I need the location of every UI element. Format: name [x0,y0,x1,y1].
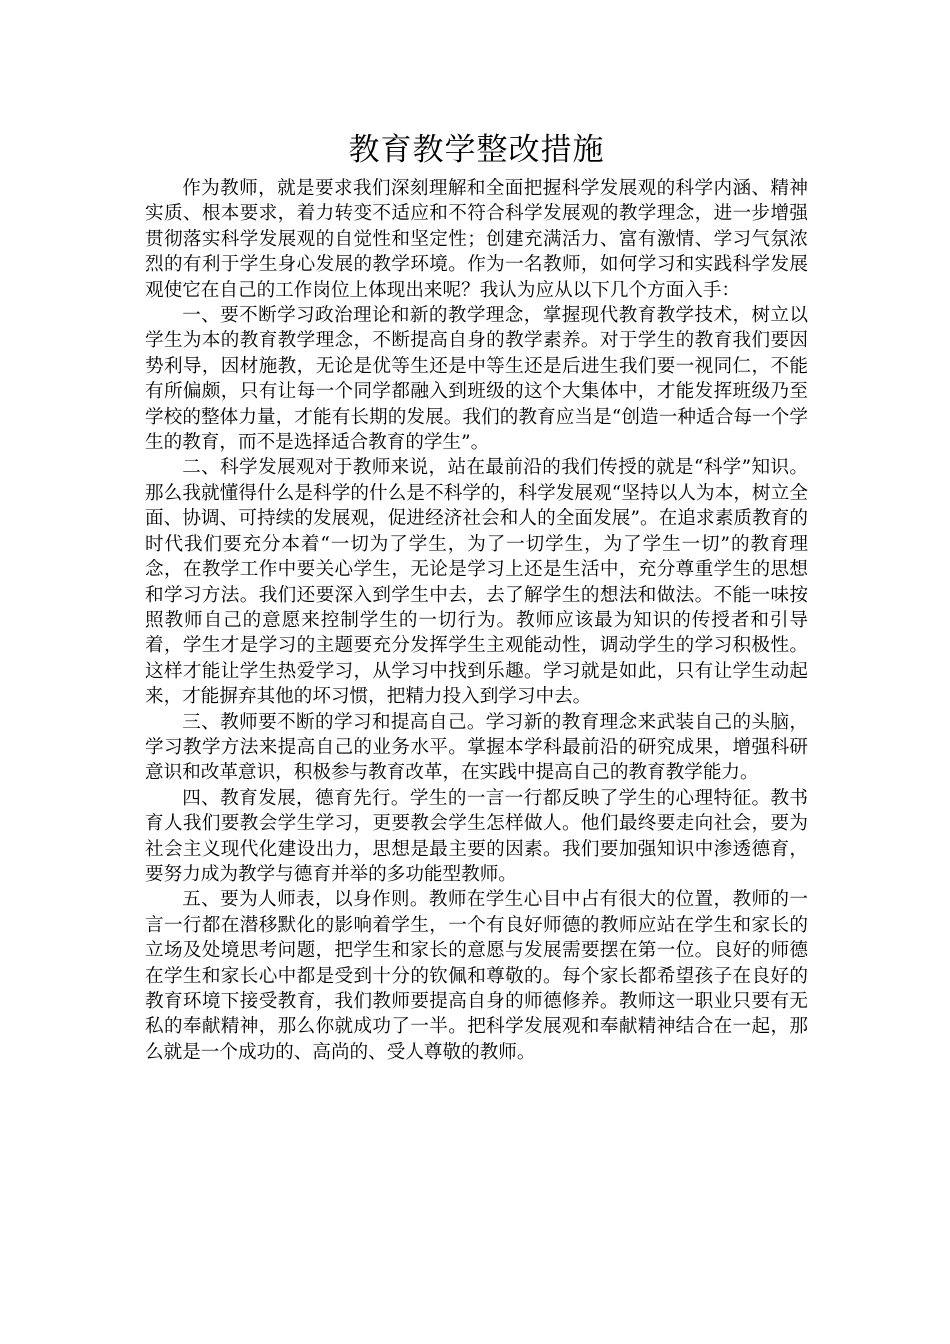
paragraph-point-4: 四、教育发展，德育先行。学生的一言一行都反映了学生的心理特征。教书育人我们要教会学生学习，更要教会学生怎样做人。他们最终要走向社会，要为社会主义现代化建设出力，思想是最主要的因素。我们要加强知识中渗透德育，要努力成为教学与德育并举的多功能型教师。 [145,787,808,885]
document-body [145,128,808,1065]
document-title: 教育教学整改措施 [348,132,605,168]
paragraph-point-1: 一、要不断学习政治理论和新的教学理念，掌握现代教育教学技术，树立以学生为本的教育教学理念，不断提高自身的教学素养。对于学生的教育我们要因势利导，因材施教，无论是优等生还是中等生还是后进生我们要一视同仁，不能有所偏颇，只有让每一个同学都融入到班级的这个大集体中，才能发挥班级乃至学校的整体力量，才能有长期的发展。我们的教育应当是“创造一种适合每一个学生的教育，而不是选择适合教育的学生”。 [145,305,808,454]
paragraph-point-3: 三、教师要不断的学习和提高自己。学习新的教育理念来武装自己的头脑，学习教学方法来提高自己的业务水平。掌握本学科最前沿的研究成果，增强科研意识和改革意识，积极参与教育改革，在实践中提高自己的教育教学能力。 [145,711,808,784]
paragraph-point-5: 五、要为人师表，以身作则。教师在学生心目中占有很大的位置，教师的一言一行都在潜移默化的影响着学生，一个有良好师德的教师应站在学生和家长的立场及处境思考问题，把学生和家长的意愿与发展需要摆在第一位。良好的师德在学生和家长心中都是受到十分的钦佩和尊敬的。每个家长都希望孩子在良好的教育环境下接受教育，我们教师要提高自身的师德修养。教师这一职业只要有无私的奉献精神，那么你就成功了一半。把科学发展观和奉献精神结合在一起，那么就是一个成功的、高尚的、受人尊敬的教师。 [145,889,808,1063]
paragraph-intro: 作为教师，就是要求我们深刻理解和全面把握科学发展观的科学内涵、精神实质、根本要求，着力转变不适应和不符合科学发展观的教学理念，进一步增强贯彻落实科学发展观的自觉性和坚定性；创建充满活力、富有激情、学习气氛浓烈的有利于学生身心发展的教学环境。作为一名教师，如何学习和实践科学发展观使它在自己的工作岗位上体现出来呢？我认为应从以下几个方面入手： [145,178,808,301]
paragraph-point-2: 二、科学发展观对于教师来说，站在最前沿的我们传授的就是“科学”知识。那么我就懂得什么是科学的什么是不科学的，科学发展观“坚持以人为本，树立全面、协调、可持续的发展观，促进经济社会和人的全面发展”。在追求素质教育的时代我们要充分本着“一切为了学生，为了一切学生，为了学生一切”的教育理念，在教学工作中要关心学生，无论是学习上还是生活中，充分尊重学生的思想和学习方法。我们还要深入到学生中去，去了解学生的想法和做法。不能一味按照教师自己的意愿来控制学生的一切行为。教师应该最为知识的传授者和引导着，学生才是学习的主题要充分发挥学生主观能动性，调动学生的学习积极性。这样才能让学生热爱学习，从学习中找到乐趣。学习就是如此，只有让学生动起来，才能摒弃其他的坏习惯，把精力投入到学习中去。 [145,457,808,708]
